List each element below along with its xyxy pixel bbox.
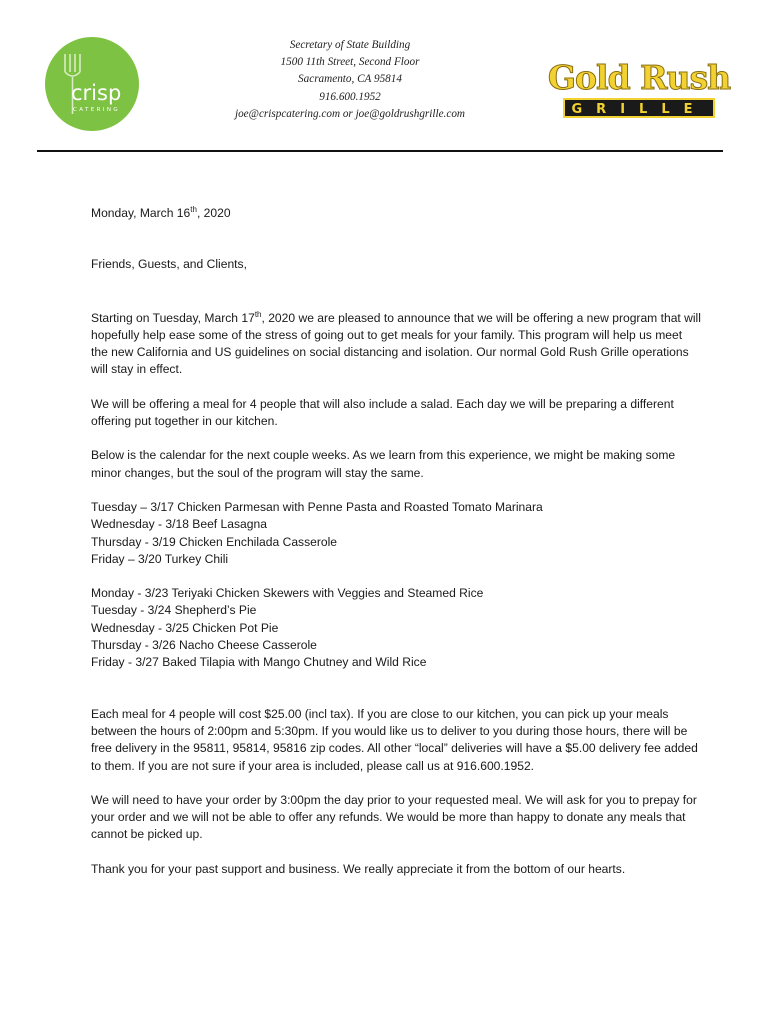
grille-wordmark: GRILLE: [571, 102, 707, 117]
menu-item: Tuesday – 3/17 Chicken Parmesan with Penne Pasta and Roasted Tomato Marinara: [91, 499, 543, 514]
header-divider: [37, 150, 723, 152]
menu-week-1: [91, 499, 701, 568]
menu-week-2: [91, 585, 701, 671]
crisp-logo-tagline: CATERING: [73, 107, 121, 113]
letter-body: [91, 205, 701, 878]
date-text: Monday, March 16: [91, 206, 191, 220]
intro-superscript: th: [254, 309, 262, 319]
intro-paragraph: [91, 310, 701, 379]
address-city: Sacramento, CA 95814: [298, 73, 402, 86]
menu-item: Wednesday - 3/18 Beef Lasagna: [91, 517, 267, 532]
address-street: 1500 11th Street, Second Floor: [280, 56, 420, 69]
address-emails: joe@crispcatering.com or joe@goldrushgrille.com: [234, 107, 465, 120]
letter-date: [91, 205, 701, 222]
gold-rush-grille-logo: [547, 55, 731, 121]
menu-item: Thursday - 3/26 Nacho Cheese Casserole: [91, 638, 317, 653]
address-building: Secretary of State Building: [289, 39, 411, 51]
address-block: [200, 37, 500, 123]
intro-rest: , 2020 we are pleased to announce that we will be offering a new program that will hopefully help ease some of the stress of going out to get meals for your family. This program will help us meet the new California and US guidelines on social distancing and isolation. Our normal Gold Rush Grille operations will stay in effect.: [91, 310, 701, 377]
date-year: , 2020: [196, 206, 231, 220]
menu-item: Thursday - 3/19 Chicken Enchilada Casserole: [91, 534, 338, 549]
letter-greeting: Friends, Guests, and Clients,: [91, 257, 247, 272]
address-phone: 916.600.1952: [319, 90, 381, 103]
menu-item: Friday - 3/27 Baked Tilapia with Mango Chutney and Wild Rice: [91, 655, 427, 670]
gold-rush-wordmark: Gold Rush: [547, 58, 731, 97]
thanks-paragraph: Thank you for your past support and business. We really appreciate it from the bottom of our hearts.: [91, 861, 626, 876]
menu-item: Monday - 3/23 Teriyaki Chicken Skewers with Veggies and Steamed Rice: [91, 586, 484, 601]
offering-paragraph: We will be offering a meal for 4 people that will also include a salad. Each day we will be preparing a different offering put together in our kitchen.: [91, 396, 674, 429]
pricing-paragraph: Each meal for 4 people will cost $25.00 (incl tax). If you are close to our kitchen, you can pick up your meals between the hours of 2:00pm and 5:30pm. If you would like us to deliver to you during those hours, there will be free delivery in the 95811, 95814, 95816 zip codes. All other “local” deliveries will have a $5.00 delivery fee added to them. If you are not sure if your area is included, please call us at 916.600.1952.: [91, 706, 698, 773]
menu-item: Tuesday - 3/24 Shepherd’s Pie: [91, 603, 257, 618]
crisp-catering-logo: [44, 36, 140, 132]
intro-start: Starting on Tuesday, March 17: [91, 310, 255, 325]
menu-item: Wednesday - 3/25 Chicken Pot Pie: [91, 620, 279, 635]
ordering-paragraph: We will need to have your order by 3:00pm the day prior to your requested meal. We will ask for you to prepay for your order and we will not be able to offer any refunds. We would be more than happy to donate any meals that cannot be picked up.: [91, 792, 697, 842]
date-superscript: th: [190, 204, 197, 214]
menu-item: Friday – 3/20 Turkey Chili: [91, 551, 229, 566]
crisp-logo-wordmark: crisp: [71, 81, 122, 105]
calendar-intro-paragraph: Below is the calendar for the next couple weeks. As we learn from this experience, we might be making some minor changes, but the soul of the program will stay the same.: [91, 448, 676, 480]
